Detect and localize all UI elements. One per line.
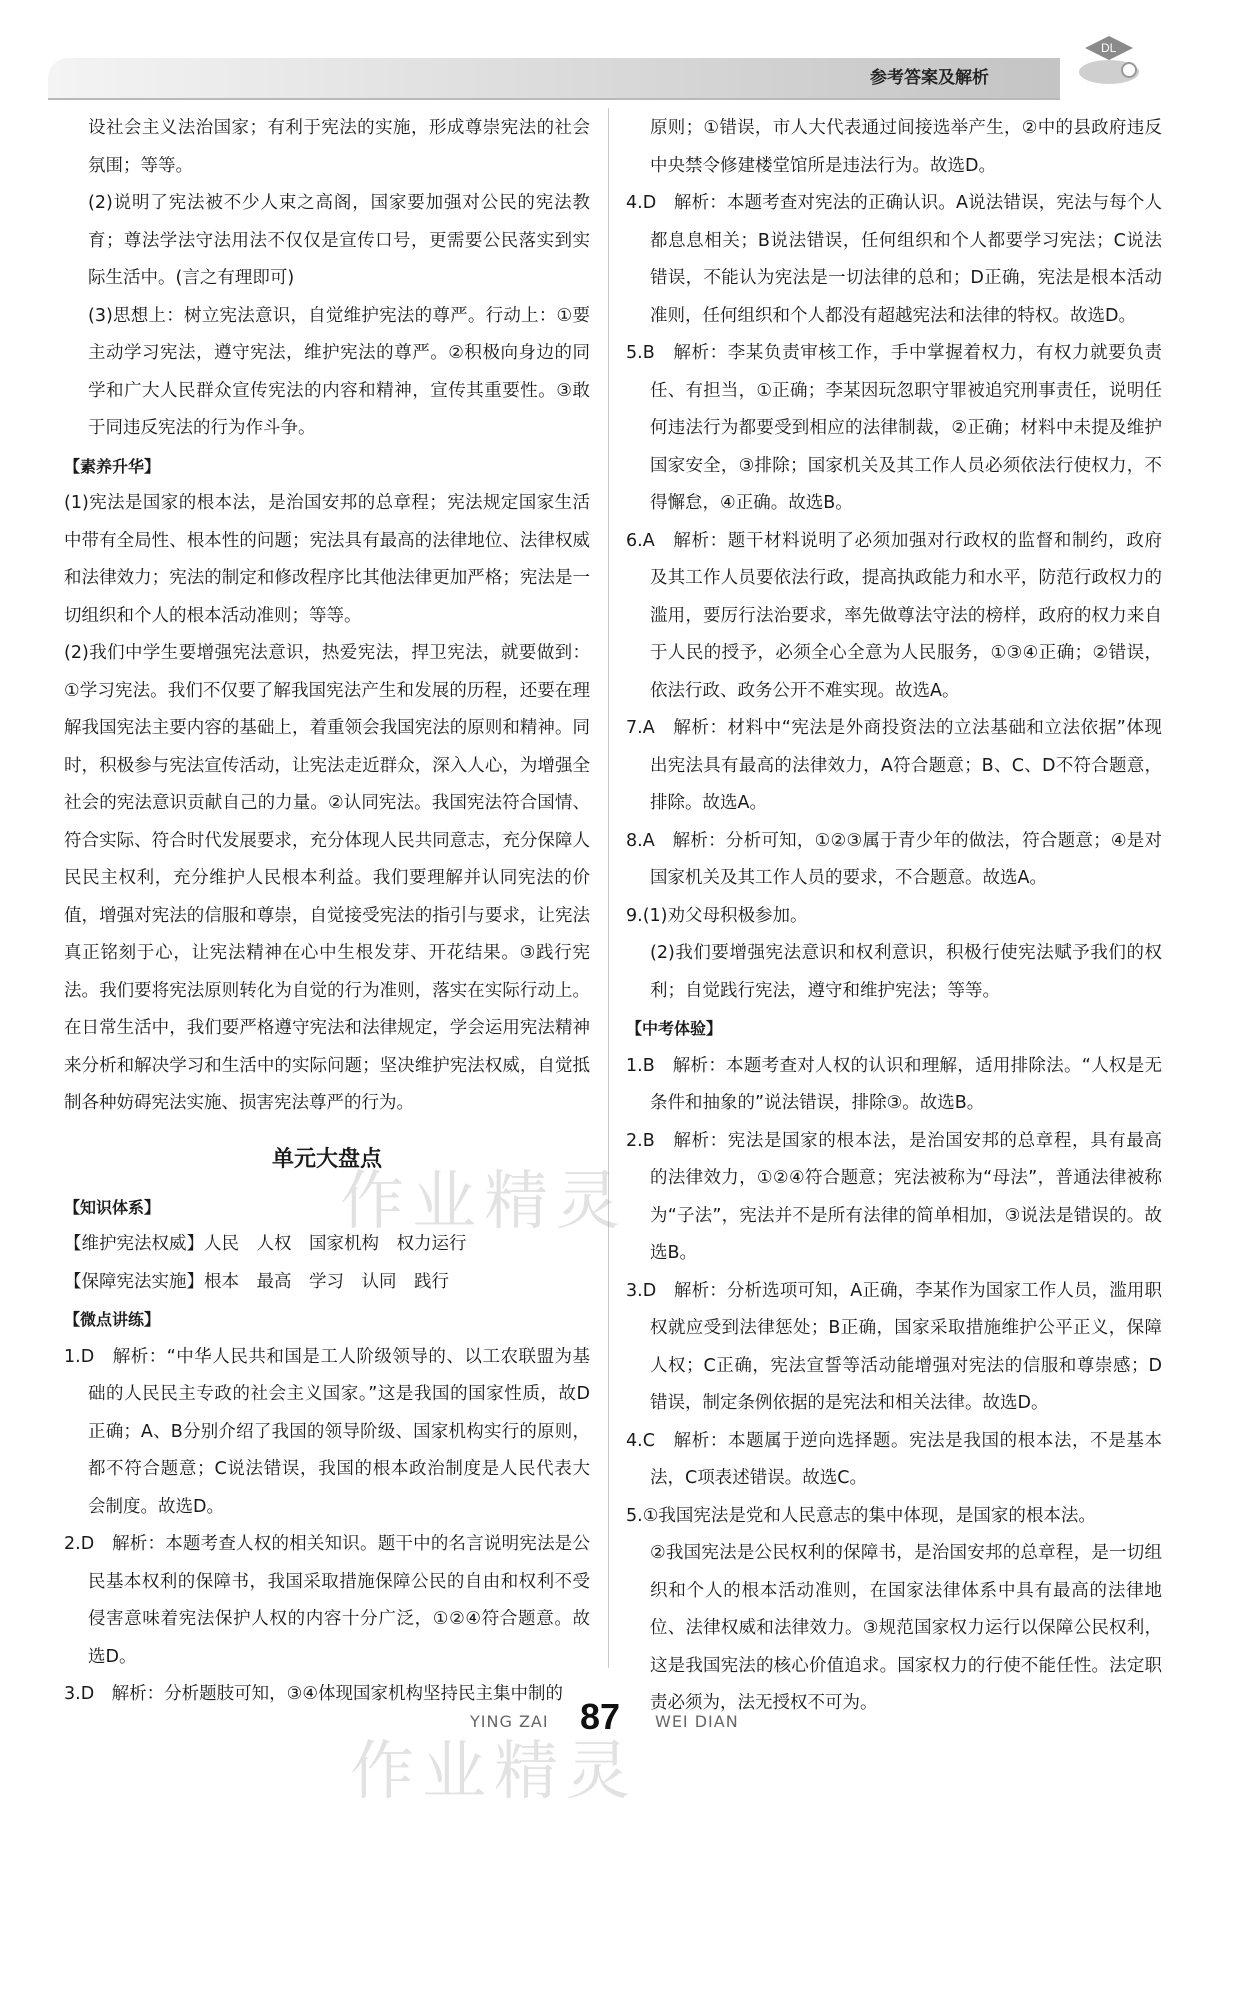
- header-title: 参考答案及解析: [870, 68, 989, 88]
- answer-text: (1)宪法是国家的根本法，是治国安邦的总章程；宪法规定国家生活中带有全局性、根本性的问题；宪法具有最高的法律地位、法律权威和法律效力；宪法的制定和修改程序比其他法律更加严格；宪法是一切组织和个人的根本活动准则；等等。: [64, 493, 590, 626]
- footer-pinyin-right: WEI DIAN: [655, 1712, 739, 1731]
- section-tag: 【中考体验】: [626, 1019, 723, 1038]
- knowledge-tag: 【保障宪法实施】: [64, 1271, 204, 1292]
- section-tag: 【微点讲练】: [64, 1310, 161, 1329]
- knowledge-line: [64, 1264, 590, 1302]
- svg-text:DL: DL: [1101, 41, 1117, 55]
- question-answer: (2)我们要增强宪法意识和权利意识，积极行使宪法赋予我们的权利；自觉践行宪法，遵守和维护宪法；等等。: [650, 943, 1162, 1001]
- question-answer: 4.D 解析：本题考查对宪法的正确认识。A说法错误，宪法与每个人都息息相关；B说法错误，任何组织和个人都要学习宪法；C说法错误，不能认为宪法是一切法律的总和；D正确，宪法是根本活动准则，任何组织和个人都没有超越宪法和法律的特权。故选D。: [626, 193, 1162, 326]
- question-answer: 8.A 解析：分析可知，①②③属于青少年的做法，符合题意；④是对国家机关及其工作人员的要求，不合题意。故选A。: [626, 830, 1162, 888]
- question-answer: 3.D 解析：分析题肢可知，③④体现国家机构坚持民主集中制的: [64, 1684, 564, 1704]
- question-answer: 4.C 解析：本题属于逆向选择题。宪法是我国的根本法，不是基本法，C项表述错误。故选C。: [626, 1430, 1162, 1488]
- question-answer: 2.D 解析：本题考查人权的相关知识。题干中的名言说明宪法是公民基本权利的保障书，我国采取措施保障公民的自由和权利不受侵害意味着宪法保护人权的内容十分广泛，①②④符合题意。故选D。: [64, 1534, 590, 1667]
- question-answer: ②我国宪法是公民权利的保障书，是治国安邦的总章程，是一切组织和个人的根本活动准则，在国家法律体系中具有最高的法律地位、法律权威和法律效力。③规范国家权力运行以保障公民权利，这是我国宪法的核心价值追求。国家权力的行使不能任性。法定职责必须为，法无授权不可为。: [650, 1543, 1162, 1713]
- question-answer: 5.B 解析：李某负责审核工作，手中掌握着权力，有权力就要负责任、有担当，①正确；李某因玩忽职守罪被追究刑事责任，说明任何违法行为都要受到相应的法律制裁，②正确；材料中未提及维护国家安全，③排除；国家机关及其工作人员必须依法行使权力，不得懈怠，④正确。故选B。: [626, 343, 1162, 513]
- knowledge-line: [64, 1226, 590, 1264]
- section-title: 单元大盘点: [271, 1145, 382, 1172]
- question-answer: 1.B 解析：本题考查对人权的认识和理解，适用排除法。“人权是无条件和抽象的”说法错误，排除③。故选B。: [626, 1055, 1162, 1113]
- question-answer: 9.(1)劝父母积极参加。: [626, 905, 808, 926]
- question-answer: 1.D 解析：“中华人民共和国是工人阶级领导的、以工农联盟为基础的人民民主专政的社会主义国家。”这是我国的国家性质，故D正确；A、B分别介绍了我国的领导阶级、国家机构实行的原则，都不符合题意；C说法错误，我国的根本政治制度是人民代表大会制度。故选D。: [64, 1346, 590, 1517]
- knowledge-body: 根本 最高 学习 认同 践行: [204, 1271, 449, 1292]
- answer-text: (2)说明了宪法被不少人束之高阁，国家要加强对公民的宪法教育；尊法学法守法用法不仅仅是宣传口号，更需要公民落实到实际生活中。(言之有理即可): [88, 193, 590, 288]
- left-column: [64, 110, 590, 1714]
- question-answer: 2.B 解析：宪法是国家的根本法，是治国安邦的总章程，具有最高的法律效力，①②④符合题意；宪法被称为“母法”，普通法律被称为“子法”，宪法并不是所有法律的简单相加，③说法是错误的。故选B。: [626, 1130, 1162, 1263]
- section-tag: 【素养升华】: [64, 456, 161, 476]
- question-answer: 7.A 解析：材料中“宪法是外商投资法的立法基础和立法依据”体现出宪法具有最高的法律效力，A符合题意；B、C、D不符合题意，排除。故选A。: [626, 718, 1162, 813]
- page-number: 87: [580, 1696, 621, 1737]
- answer-text: 设社会主义法治国家；有利于宪法的实施，形成尊崇宪法的社会氛围；等等。: [88, 118, 590, 176]
- column-divider: [608, 108, 609, 1668]
- right-column: [626, 110, 1162, 1723]
- question-answer: 原则；①错误，市人大代表通过间接选举产生，②中的县政府违反中央禁令修建楼堂馆所是违法行为。故选D。: [650, 118, 1162, 176]
- knowledge-tag: 【维护宪法权威】: [64, 1234, 204, 1254]
- question-answer: 5.①我国宪法是党和人民意志的集中体现，是国家的根本法。: [626, 1505, 1096, 1526]
- watermark: 作业精灵: [350, 1735, 638, 1809]
- question-answer: 3.D 解析：分析选项可知，A正确，李某作为国家工作人员，滥用职权就应受到法律惩处；B正确，国家采取措施维护公平正义，保障人权；C正确，宪法宣誓等活动能增强对宪法的信服和尊崇感；D错误，制定条例依据的是宪法和相关法律。故选D。: [626, 1280, 1162, 1413]
- answer-text: (2)我们中学生要增强宪法意识，热爱宪法，捍卫宪法，就要做到：①学习宪法。我们不仅要了解我国宪法产生和发展的历程，还要在理解我国宪法主要内容的基础上，着重领会我国宪法的原则和精神。同时，积极参与宪法宣传活动，让宪法走近群众，深入人心，为增强全社会的宪法意识贡献自己的力量。②认同宪法。我国宪法符合国情、符合实际、符合时代发展要求，充分体现人民共同意志，充分保障人民民主权利，充分维护人民根本利益。我们要理解并认同宪法的价值，增强对宪法的信服和尊崇，自觉接受宪法的指引与要求，让宪法真正铭刻于心，让宪法精神在心中生根发芽、开花结果。③践行宪法。我们要将宪法原则转化为自觉的行为准则，落实在实际行动上。在日常生活中，我们要严格遵守宪法和法律规定，学会运用宪法精神来分析和解决学习和生活中的实际问题；坚决维护宪法权威，自觉抵制各种妨碍宪法实施、损害宪法尊严的行为。: [64, 643, 590, 1113]
- logo-icon: [1075, 28, 1143, 88]
- footer-pinyin-left: YING ZAI: [470, 1712, 549, 1731]
- question-answer: 6.A 解析：题干材料说明了必须加强对行政权的监督和制约，政府及其工作人员要依法行政，提高执政能力和水平，防范行政权力的滥用，要厉行法治要求，率先做尊法守法的榜样，政府的权力来自于人民的授予，必须全心全意为人民服务，①③④正确；②错误，依法行政、政务公开不难实现。故选A。: [626, 530, 1162, 701]
- answer-text: (3)思想上：树立宪法意识，自觉维护宪法的尊严。行动上：①要主动学习宪法，遵守宪法，维护宪法的尊严。②积极向身边的同学和广大人民群众宣传宪法的内容和精神，宣传其重要性。③敢于同违反宪法的行为作斗争。: [88, 305, 590, 438]
- watermark: 作业精灵: [340, 1165, 628, 1239]
- knowledge-body: 人民 人权 国家机构 权力运行: [204, 1234, 467, 1254]
- section-tag: 【知识体系】: [64, 1197, 161, 1217]
